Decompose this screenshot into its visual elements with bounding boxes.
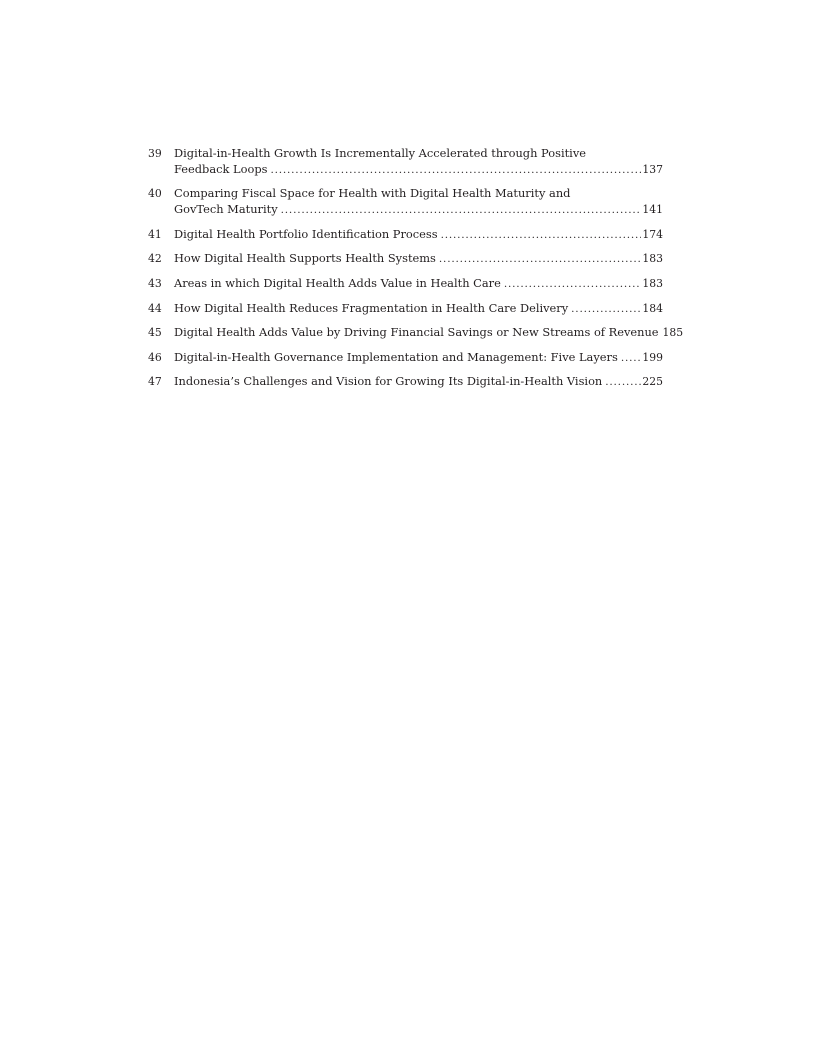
toc-entry[interactable] (148, 227, 663, 244)
figure-title: Digital-in-Health Governance Implementation and Management: Five Layers (174, 349, 618, 364)
toc-entry-line (174, 251, 663, 268)
toc-entry-line (174, 276, 663, 293)
figure-title-continued: GovTech Maturity (174, 202, 278, 217)
dot-leader (439, 252, 641, 268)
page-number: 174 (642, 227, 663, 241)
toc-entry[interactable] (148, 374, 663, 391)
figure-number: 44 (148, 301, 162, 315)
figure-title: How Digital Health Supports Health Systems (174, 251, 436, 266)
table-of-contents-figures (148, 146, 684, 399)
toc-entry-body (174, 186, 663, 219)
toc-entry-body (174, 251, 663, 268)
toc-entry[interactable] (148, 301, 663, 318)
figure-title: Digital Health Portfolio Identification Process (174, 226, 438, 241)
page-number: 225 (642, 375, 663, 389)
toc-entry-body (174, 276, 663, 293)
toc-entry-line (174, 301, 663, 318)
toc-entry[interactable] (148, 186, 663, 219)
toc-entry[interactable] (148, 146, 663, 179)
figure-number: 43 (148, 276, 162, 290)
page-number: 185 (662, 326, 684, 340)
toc-entry-body (174, 146, 663, 179)
dot-leader (605, 375, 641, 391)
page-number: 199 (642, 350, 663, 364)
dot-leader (621, 351, 642, 367)
toc-entry-body (174, 325, 684, 342)
figure-title: Digital Health Adds Value by Driving Financial Savings or New Streams of Revenue (174, 325, 659, 340)
toc-entry-line (174, 186, 663, 202)
dot-leader (504, 277, 642, 293)
page-number: 137 (642, 162, 663, 176)
toc-entry-line (174, 325, 684, 342)
toc-entry-line (174, 162, 663, 179)
toc-entry[interactable] (148, 251, 663, 268)
dot-leader (281, 203, 642, 219)
toc-entry-line (174, 202, 663, 219)
figure-title-continued: Feedback Loops (174, 161, 268, 176)
toc-entry-body (174, 374, 663, 391)
figure-title: Digital-in-Health Growth Is Incrementally Accelerated through Positive (174, 146, 587, 160)
dot-leader (571, 302, 641, 318)
toc-entry-line (174, 146, 663, 162)
toc-entry-body (174, 301, 663, 318)
page-number: 184 (642, 301, 663, 315)
toc-entry[interactable] (148, 276, 663, 293)
page-number: 183 (642, 276, 663, 290)
figure-number: 42 (148, 252, 162, 266)
toc-entry-body (174, 350, 663, 367)
figure-number: 39 (148, 147, 162, 160)
toc-entry[interactable] (148, 325, 684, 342)
toc-entry-line (174, 374, 663, 391)
figure-number: 41 (148, 227, 162, 241)
toc-entry-line (174, 350, 663, 367)
figure-title: How Digital Health Reduces Fragmentation in Health Care Delivery (174, 300, 569, 315)
figure-number: 46 (148, 350, 162, 364)
figure-number: 47 (148, 375, 162, 389)
dot-leader (270, 163, 641, 179)
page-number: 141 (642, 203, 663, 217)
toc-entry-line (174, 227, 663, 244)
figure-number: 40 (148, 187, 162, 201)
figure-title: Indonesia’s Challenges and Vision for Growing Its Digital-in-Health Vision (174, 374, 603, 389)
page-number: 183 (642, 252, 663, 266)
figure-title: Areas in which Digital Health Adds Value in Health Care (174, 275, 501, 290)
toc-entry[interactable] (148, 350, 663, 367)
dot-leader (441, 228, 642, 244)
toc-entry-body (174, 227, 663, 244)
figure-number: 45 (148, 326, 162, 340)
figure-title: Comparing Fiscal Space for Health with Digital Health Maturity and (174, 186, 571, 201)
